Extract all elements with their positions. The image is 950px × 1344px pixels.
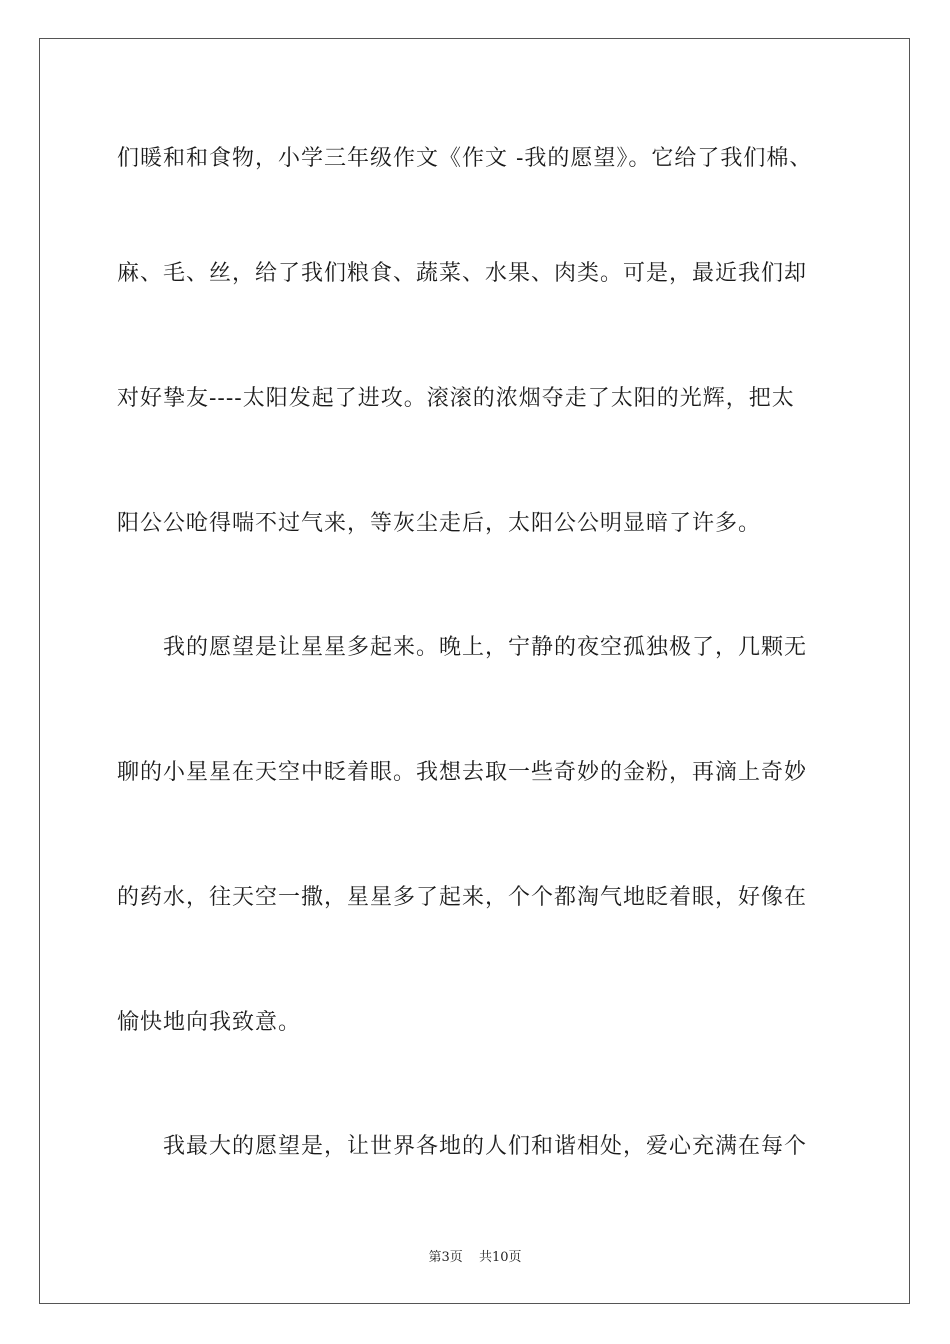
text-line: 聊的小星星在天空中眨着眼。我想去取一些奇妙的金粉，再滴上奇妙 — [117, 760, 808, 785]
text-line: 麻、毛、丝，给了我们粮食、蔬菜、水果、肉类。可是，最近我们却 — [117, 261, 808, 286]
paragraph-start-line: 我的愿望是让星星多起来。晚上，宁静的夜空孤独极了，几颗无 — [163, 635, 808, 660]
text-line: 愉快地向我致意。 — [117, 1010, 302, 1035]
paragraph-start-line: 我最大的愿望是，让世界各地的人们和谐相处，爱心充满在每个 — [163, 1134, 808, 1159]
text-line: 阳公公呛得喘不过气来，等灰尘走后，太阳公公明显暗了许多。 — [117, 511, 762, 536]
page-footer — [0, 1246, 950, 1265]
total-pages-label: 共10页 — [478, 1250, 522, 1265]
text-line: 对好挚友----太阳发起了进攻。滚滚的浓烟夺走了太阳的光辉，把太 — [117, 386, 795, 411]
text-line: 的药水，往天空一撒，星星多了起来，个个都淘气地眨着眼，好像在 — [117, 885, 808, 910]
page-border — [39, 38, 910, 1304]
current-page-label: 第3页 — [428, 1250, 463, 1265]
text-line: 们暖和和食物，小学三年级作文《作文 -我的愿望》。它给了我们棉、 — [117, 146, 813, 171]
